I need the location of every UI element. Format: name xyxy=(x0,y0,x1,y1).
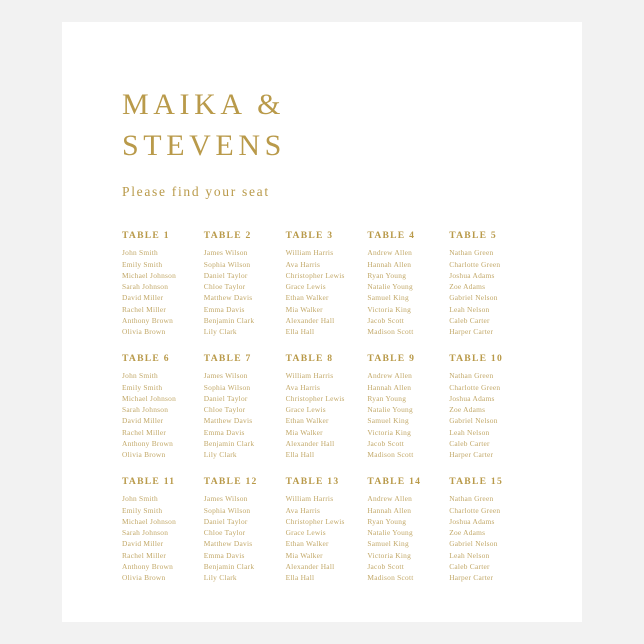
guest-name: David Miller xyxy=(122,293,164,303)
table-block xyxy=(449,230,526,337)
guest-name: Joshua Adams xyxy=(449,270,495,280)
guest-name: Mia Walker xyxy=(285,304,323,314)
table-block xyxy=(122,476,199,583)
guest-name: James Wilson xyxy=(203,371,248,381)
guest-name: Natalie Young xyxy=(367,528,413,538)
table-block xyxy=(286,476,363,583)
guest-name: Anthony Brown xyxy=(122,438,174,448)
guest-name: Benjamin Clark xyxy=(203,561,255,571)
guest-name: Grace Lewis xyxy=(285,282,326,292)
guest-name: Alexander Hall xyxy=(285,438,335,448)
guest-name: Nathan Green xyxy=(449,371,494,381)
guest-name: Andrew Allen xyxy=(367,371,413,381)
poster-content xyxy=(62,22,582,622)
guest-name: Sarah Johnson xyxy=(122,528,169,538)
guest-name: William Harris xyxy=(285,494,334,504)
guest-name: Hannah Allen xyxy=(367,505,412,515)
guest-name: Alexander Hall xyxy=(285,561,335,571)
guest-name: Lily Clark xyxy=(203,573,237,583)
guest-name: Alexander Hall xyxy=(285,315,335,325)
table-heading: TABLE 11 xyxy=(122,476,176,488)
guest-name: Emma Davis xyxy=(203,304,245,314)
guest-name: Chloe Taylor xyxy=(203,528,246,538)
table-block xyxy=(286,353,363,460)
guest-name: Ethan Walker xyxy=(285,539,329,549)
guest-name: Sarah Johnson xyxy=(122,405,169,415)
guest-name: Gabriel Nelson xyxy=(449,416,498,426)
guest-name: Leah Nelson xyxy=(449,304,490,314)
guest-name: Rachel Miller xyxy=(122,550,167,560)
guest-name: Victoria King xyxy=(367,550,412,560)
guest-name: Hannah Allen xyxy=(367,382,412,392)
table-heading: TABLE 2 xyxy=(203,230,252,242)
title-line-1: MAIKA & xyxy=(122,88,286,121)
guest-name: Emily Smith xyxy=(122,259,163,269)
guest-name: Ava Harris xyxy=(285,505,321,515)
guest-name: Harper Carter xyxy=(449,450,494,460)
guest-name: David Miller xyxy=(122,539,164,549)
table-block xyxy=(367,353,444,460)
guest-name: Olivia Brown xyxy=(122,327,166,337)
guest-name: Hannah Allen xyxy=(367,259,412,269)
guest-name: Harper Carter xyxy=(449,573,494,583)
guest-name: Ava Harris xyxy=(285,259,321,269)
table-heading: TABLE 8 xyxy=(285,353,334,365)
guest-name: Joshua Adams xyxy=(449,393,495,403)
guest-name: Ethan Walker xyxy=(285,293,329,303)
guest-name: Zoe Adams xyxy=(449,528,486,538)
guest-name: Olivia Brown xyxy=(122,573,166,583)
table-block xyxy=(204,230,281,337)
table-block xyxy=(449,476,526,583)
guest-name: Matthew Davis xyxy=(203,539,253,549)
guest-name: Sophia Wilson xyxy=(203,259,251,269)
guest-name: Andrew Allen xyxy=(367,248,413,258)
guest-name: Madison Scott xyxy=(367,450,414,460)
table-block xyxy=(122,353,199,460)
guest-name: Caleb Carter xyxy=(449,561,490,571)
guest-name: Joshua Adams xyxy=(449,516,495,526)
title-line-2: STEVENS xyxy=(122,129,286,163)
guest-name: Daniel Taylor xyxy=(203,393,248,403)
guest-name: James Wilson xyxy=(203,248,248,258)
table-heading: TABLE 15 xyxy=(449,476,503,488)
guest-name: Jacob Scott xyxy=(367,315,405,325)
guest-name: Samuel King xyxy=(367,293,409,303)
table-heading: TABLE 5 xyxy=(449,230,497,242)
guest-name: Nathan Green xyxy=(449,248,494,258)
table-heading: TABLE 4 xyxy=(367,230,416,242)
guest-name: Andrew Allen xyxy=(367,494,413,504)
poster-subtitle: Please find your seat xyxy=(122,183,270,199)
guest-name: Benjamin Clark xyxy=(203,438,255,448)
guest-name: William Harris xyxy=(285,248,334,258)
guest-name: Ella Hall xyxy=(285,573,315,583)
table-heading: TABLE 7 xyxy=(203,353,252,365)
guest-name: Anthony Brown xyxy=(122,315,174,325)
guest-name: Victoria King xyxy=(367,304,412,314)
guest-name: Sophia Wilson xyxy=(203,382,251,392)
guest-name: Lily Clark xyxy=(203,327,237,337)
guest-name: Ryan Young xyxy=(367,270,407,280)
guest-name: Ella Hall xyxy=(285,327,315,337)
poster-title xyxy=(122,84,526,167)
guest-name: Christopher Lewis xyxy=(285,270,345,280)
table-heading: TABLE 3 xyxy=(285,230,334,242)
guest-name: Michael Johnson xyxy=(122,516,177,526)
table-block xyxy=(122,230,199,337)
table-heading: TABLE 10 xyxy=(449,353,503,365)
guest-name: Caleb Carter xyxy=(449,438,490,448)
table-heading: TABLE 13 xyxy=(285,476,340,488)
guest-name: Gabriel Nelson xyxy=(449,293,498,303)
guest-name: Rachel Miller xyxy=(122,427,167,437)
guest-name: Jacob Scott xyxy=(367,561,405,571)
guest-name: Leah Nelson xyxy=(449,550,490,560)
guest-name: Michael Johnson xyxy=(122,270,177,280)
table-heading: TABLE 1 xyxy=(122,230,170,242)
guest-name: Christopher Lewis xyxy=(285,393,345,403)
guest-name: Leah Nelson xyxy=(449,427,490,437)
guest-name: Caleb Carter xyxy=(449,315,490,325)
guest-name: Madison Scott xyxy=(367,327,414,337)
guest-name: Emily Smith xyxy=(122,505,163,515)
guest-name: Charlotte Green xyxy=(449,505,501,515)
guest-name: Charlotte Green xyxy=(449,382,501,392)
guest-name: Emma Davis xyxy=(203,427,245,437)
guest-name: Daniel Taylor xyxy=(203,516,248,526)
guest-name: Madison Scott xyxy=(367,573,414,583)
guest-name: Sophia Wilson xyxy=(203,505,251,515)
guest-name: John Smith xyxy=(122,494,158,504)
guest-name: Ava Harris xyxy=(285,382,321,392)
guest-name: Mia Walker xyxy=(285,427,323,437)
guest-name: Chloe Taylor xyxy=(203,405,246,415)
guest-name: Nathan Green xyxy=(449,494,494,504)
guest-name: Emma Davis xyxy=(203,550,245,560)
guest-name: Natalie Young xyxy=(367,282,413,292)
guest-name: William Harris xyxy=(285,371,334,381)
guest-name: Grace Lewis xyxy=(285,405,326,415)
guest-name: Matthew Davis xyxy=(203,416,253,426)
table-block xyxy=(449,353,526,460)
guest-name: Ella Hall xyxy=(285,450,315,460)
guest-name: Matthew Davis xyxy=(203,293,253,303)
guest-name: Jacob Scott xyxy=(367,438,405,448)
table-block xyxy=(204,353,281,460)
guest-name: Gabriel Nelson xyxy=(449,539,498,549)
guest-name: Daniel Taylor xyxy=(203,270,248,280)
guest-name: Victoria King xyxy=(367,427,412,437)
guest-name: Olivia Brown xyxy=(122,450,166,460)
guest-name: John Smith xyxy=(122,371,158,381)
guest-name: Harper Carter xyxy=(449,327,494,337)
seating-chart-poster xyxy=(62,22,582,622)
guest-name: Lily Clark xyxy=(203,450,237,460)
guest-name: Michael Johnson xyxy=(122,393,177,403)
table-block xyxy=(367,476,444,583)
guest-name: Charlotte Green xyxy=(449,259,501,269)
guest-name: Rachel Miller xyxy=(122,304,167,314)
guest-name: James Wilson xyxy=(203,494,248,504)
guest-name: Zoe Adams xyxy=(449,405,486,415)
guest-name: Zoe Adams xyxy=(449,282,486,292)
guest-name: John Smith xyxy=(122,248,158,258)
table-heading: TABLE 14 xyxy=(367,476,422,488)
guest-name: Samuel King xyxy=(367,539,409,549)
guest-name: Anthony Brown xyxy=(122,561,174,571)
table-block xyxy=(286,230,363,337)
guest-name: Mia Walker xyxy=(285,550,323,560)
guest-name: Chloe Taylor xyxy=(203,282,246,292)
guest-name: Emily Smith xyxy=(122,382,163,392)
guest-name: Ryan Young xyxy=(367,516,407,526)
guest-name: Sarah Johnson xyxy=(122,282,169,292)
guest-name: Benjamin Clark xyxy=(203,315,255,325)
table-block xyxy=(367,230,444,337)
tables-grid xyxy=(122,230,526,583)
table-heading: TABLE 12 xyxy=(203,476,258,488)
guest-name: Samuel King xyxy=(367,416,409,426)
guest-name: David Miller xyxy=(122,416,164,426)
guest-name: Natalie Young xyxy=(367,405,413,415)
guest-name: Grace Lewis xyxy=(285,528,326,538)
guest-name: Ethan Walker xyxy=(285,416,329,426)
guest-name: Ryan Young xyxy=(367,393,407,403)
guest-name: Christopher Lewis xyxy=(285,516,345,526)
table-block xyxy=(204,476,281,583)
table-heading: TABLE 6 xyxy=(122,353,170,365)
table-heading: TABLE 9 xyxy=(367,353,416,365)
